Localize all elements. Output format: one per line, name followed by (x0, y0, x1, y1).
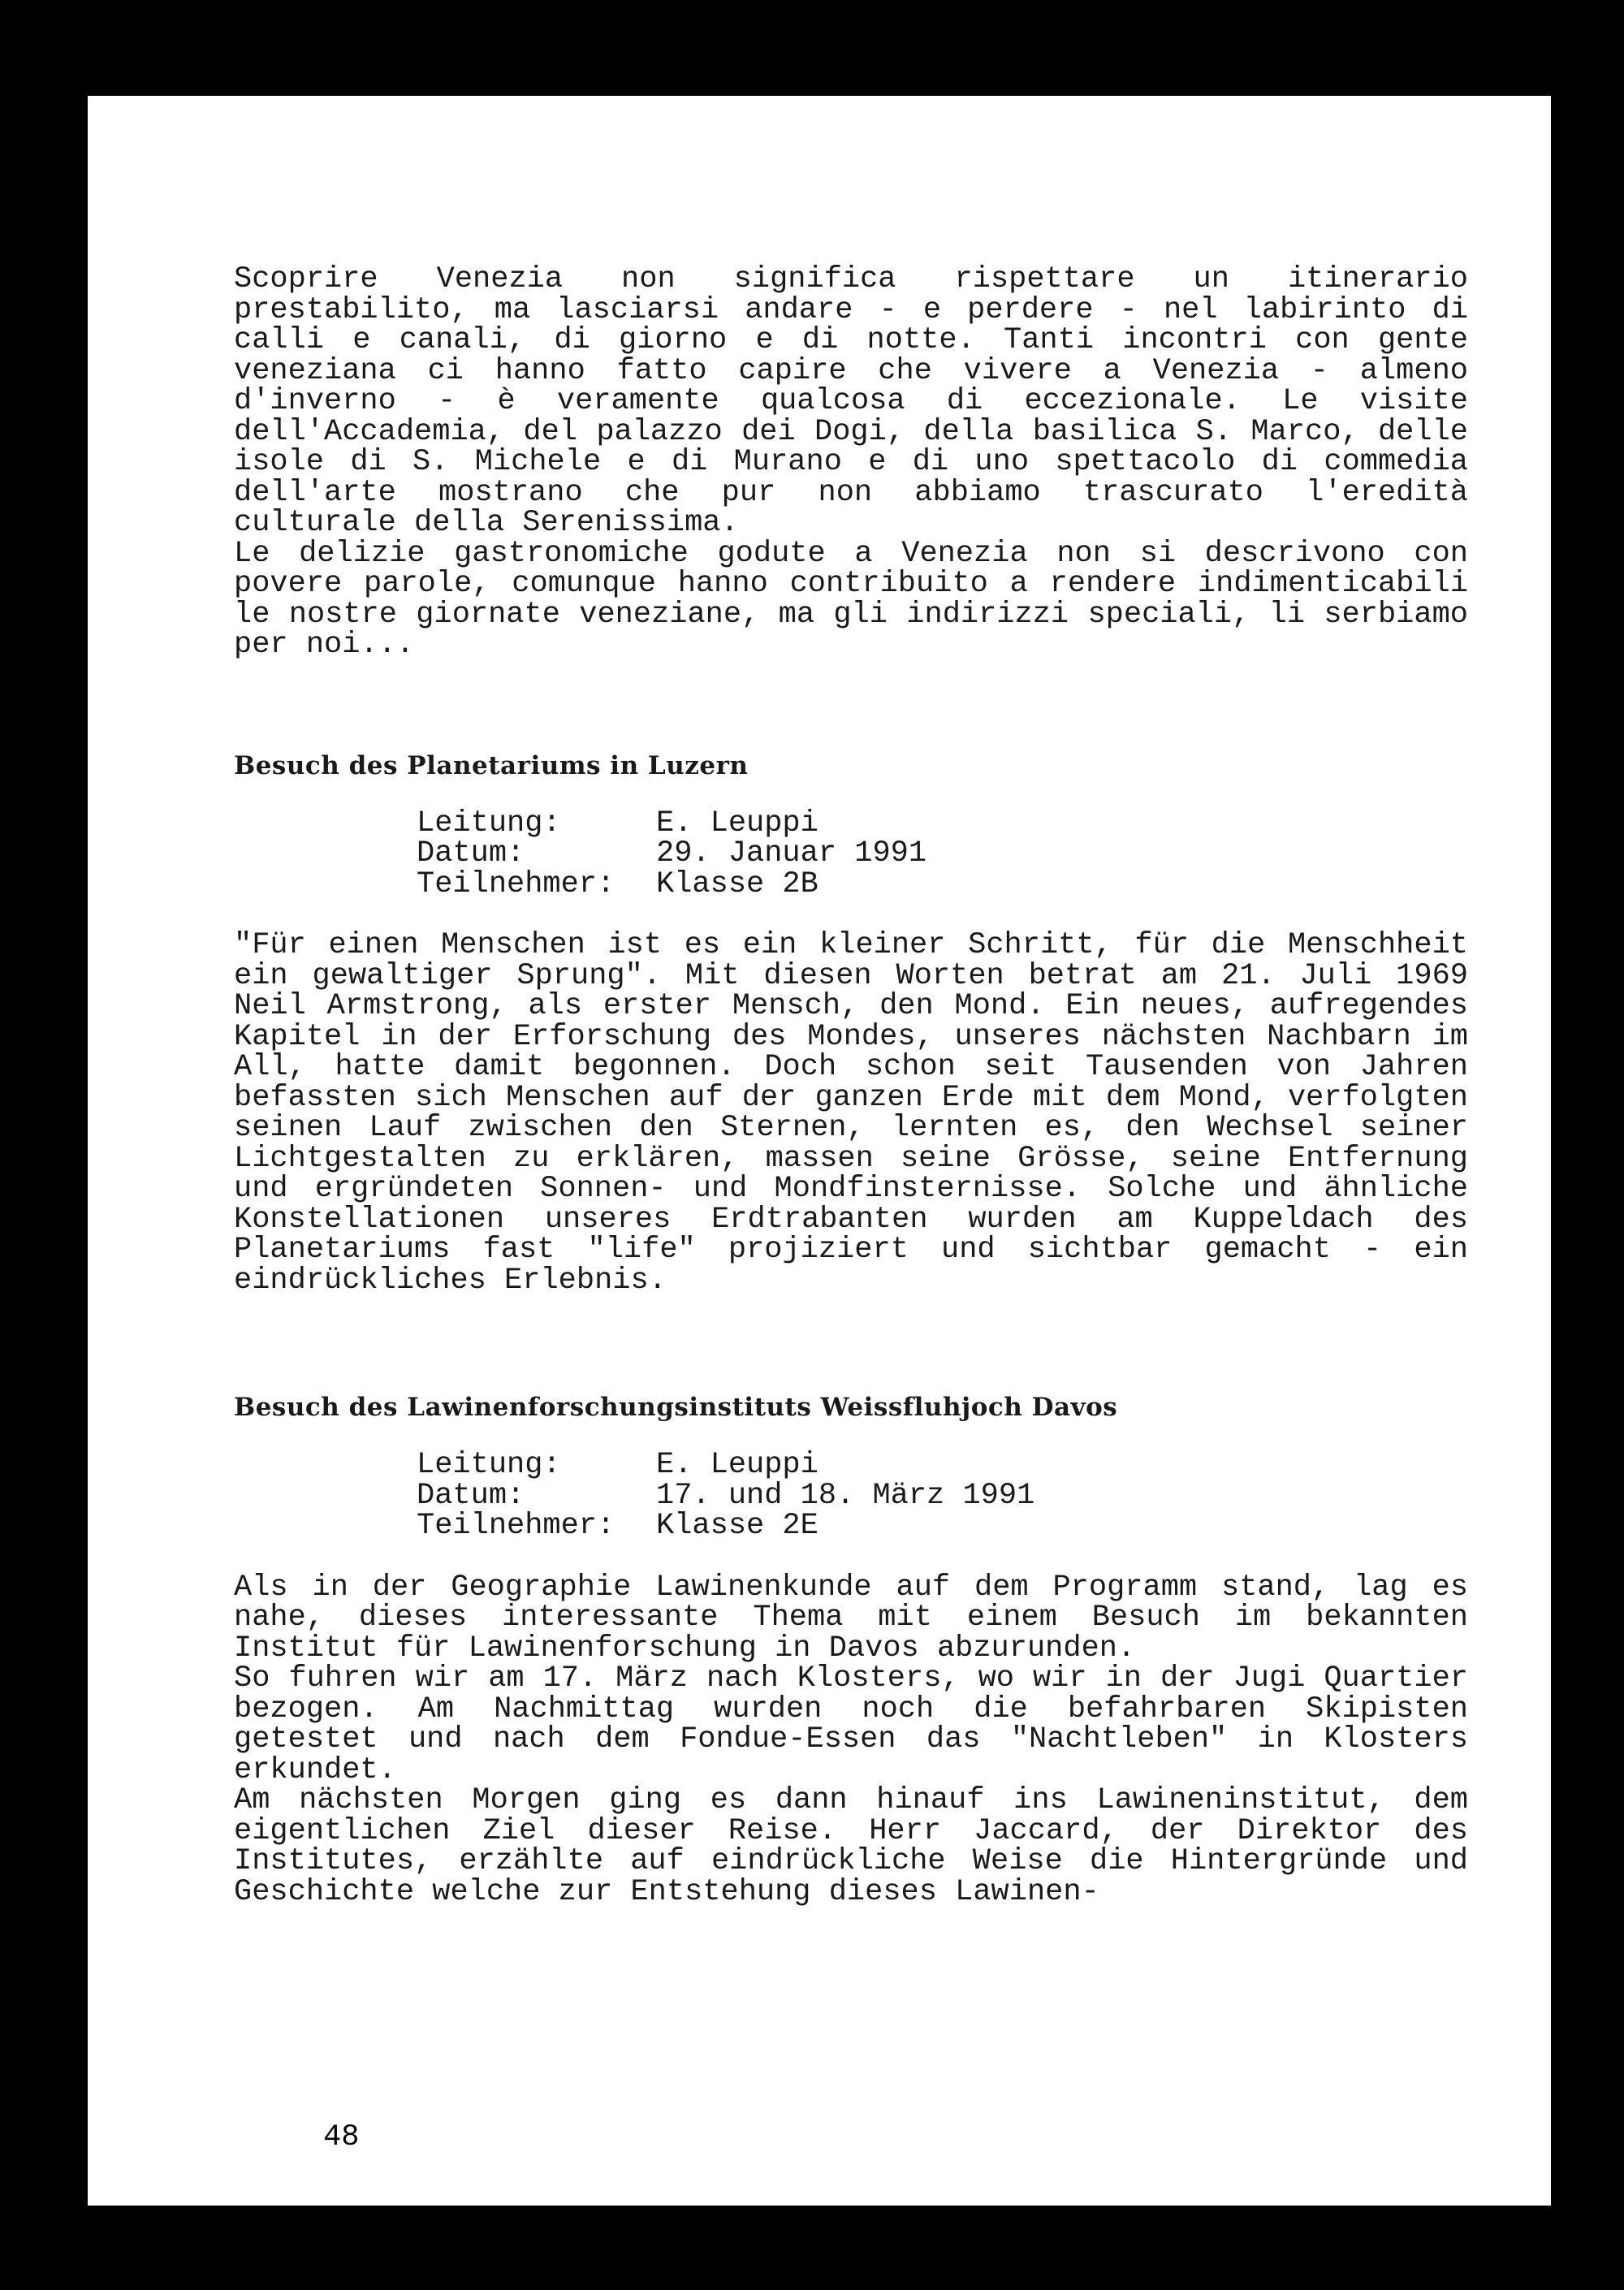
meta-label-teilnehmer: Teilnehmer: (417, 1509, 615, 1543)
planetarium-paragraph: "Für einen Menschen ist es ein kleiner Schritt, für die Menschheit ein gewaltiger Sprung". Mit diesen Worten betrat am 21. Juli 1969 Neil Armstrong, als erster Mensch, den Mond. Ein neues, aufregendes Kapitel in der Erforschung des Mondes, unseres nächsten Nachbarn im All, hatte damit begonnen. Doch schon seit Tausenden von Jahren befassten sich Menschen auf der ganzen Erde mit dem Mond, verfolgten seinen Lauf zwischen den Sternen, lernten es, den Wechsel seiner Lichtgestalten zu erklären, massen seine Grösse, seine Entfernung und ergründeten Sonnen- und Mondfinsternisse. Solche und ähnliche Konstellationen unseres Erdtrabanten wurden am Kuppeldach des Planetariums fast "life" projiziert und sichtbar gemacht - ein eindrückliches Erlebnis. (234, 928, 1468, 1298)
venezia-paragraph-1: Scoprire Venezia non significa rispettare un itinerario prestabilito, ma lasciarsi andare - e perdere - nel labirinto di calli e canali, di giorno e di notte. Tanti incontri con gente veneziana ci hanno fatto capire che vivere a Venezia - almeno d'inverno - è veramente qualcosa di eccezionale. Le visite dell'Accademia, del palazzo dei Dogi, della basilica S. Marco, delle isole di S. Michele e di Murano e di uno spettacolo di commedia dell'arte mostrano che pur non abbiamo trascurato l'eredità culturale della Serenissima. (234, 262, 1468, 540)
meta-label-teilnehmer: Teilnehmer: (417, 866, 615, 901)
section-venezia (234, 262, 1468, 662)
meta-label-leitung: Leitung: (417, 806, 561, 840)
meta-label-datum: Datum: (417, 836, 525, 871)
page-content (234, 262, 1468, 1909)
meta-value-datum: 29. Januar 1991 (656, 836, 927, 871)
meta-value-teilnehmer: Klasse 2E (656, 1509, 818, 1543)
meta-value-leitung: E. Leuppi (656, 806, 818, 840)
lawinen-paragraph-2: So fuhren wir am 17. März nach Klosters, wo wir in der Jugi Quartier bezogen. Am Nachmittag wurden noch die befahrbaren Skipisten getestet und nach dem Fondue-Essen das "Nachtleben" in Klosters erkundet. (234, 1661, 1468, 1787)
planetarium-title: Besuch des Planetariums in Luzern (234, 750, 749, 780)
meta-label-leitung: Leitung: (417, 1448, 561, 1482)
venezia-paragraph-2: Le delizie gastronomiche godute a Venezia non si descrivono con povere parole, comunque hanno contribuito a rendere indimenticabili le nostre giornate veneziane, ma gli indirizzi speciali, li serbiamo per noi... (234, 536, 1468, 662)
meta-value-teilnehmer: Klasse 2B (656, 866, 818, 901)
document-page (88, 96, 1551, 2206)
section-lawinen (234, 1392, 1468, 1908)
lawinen-paragraph-1: Als in der Geographie Lawinenkunde auf dem Programm stand, lag es nahe, dieses interessante Thema mit einem Besuch im bekannten Institut für Lawinenforschung in Davos abzurunden. (234, 1570, 1468, 1666)
section-planetarium (234, 750, 1468, 1297)
lawinen-meta (417, 1450, 1468, 1542)
lawinen-title: Besuch des Lawinenforschungsinstituts Weissfluhjoch Davos (234, 1393, 1118, 1422)
lawinen-paragraph-3: Am nächsten Morgen ging es dann hinauf ins Lawineninstitut, dem eigentlichen Ziel dieser Reise. Herr Jaccard, der Direktor des Institutes, erzählte auf eindrückliche Weise die Hintergründe und Geschichte welche zur Entstehung dieses Lawinen- (234, 1783, 1468, 1909)
planetarium-meta (417, 806, 1468, 901)
meta-value-datum: 17. und 18. März 1991 (656, 1478, 1035, 1513)
meta-value-leitung: E. Leuppi (656, 1448, 818, 1482)
meta-label-datum: Datum: (417, 1478, 525, 1513)
page-number: 48 (323, 2120, 360, 2154)
